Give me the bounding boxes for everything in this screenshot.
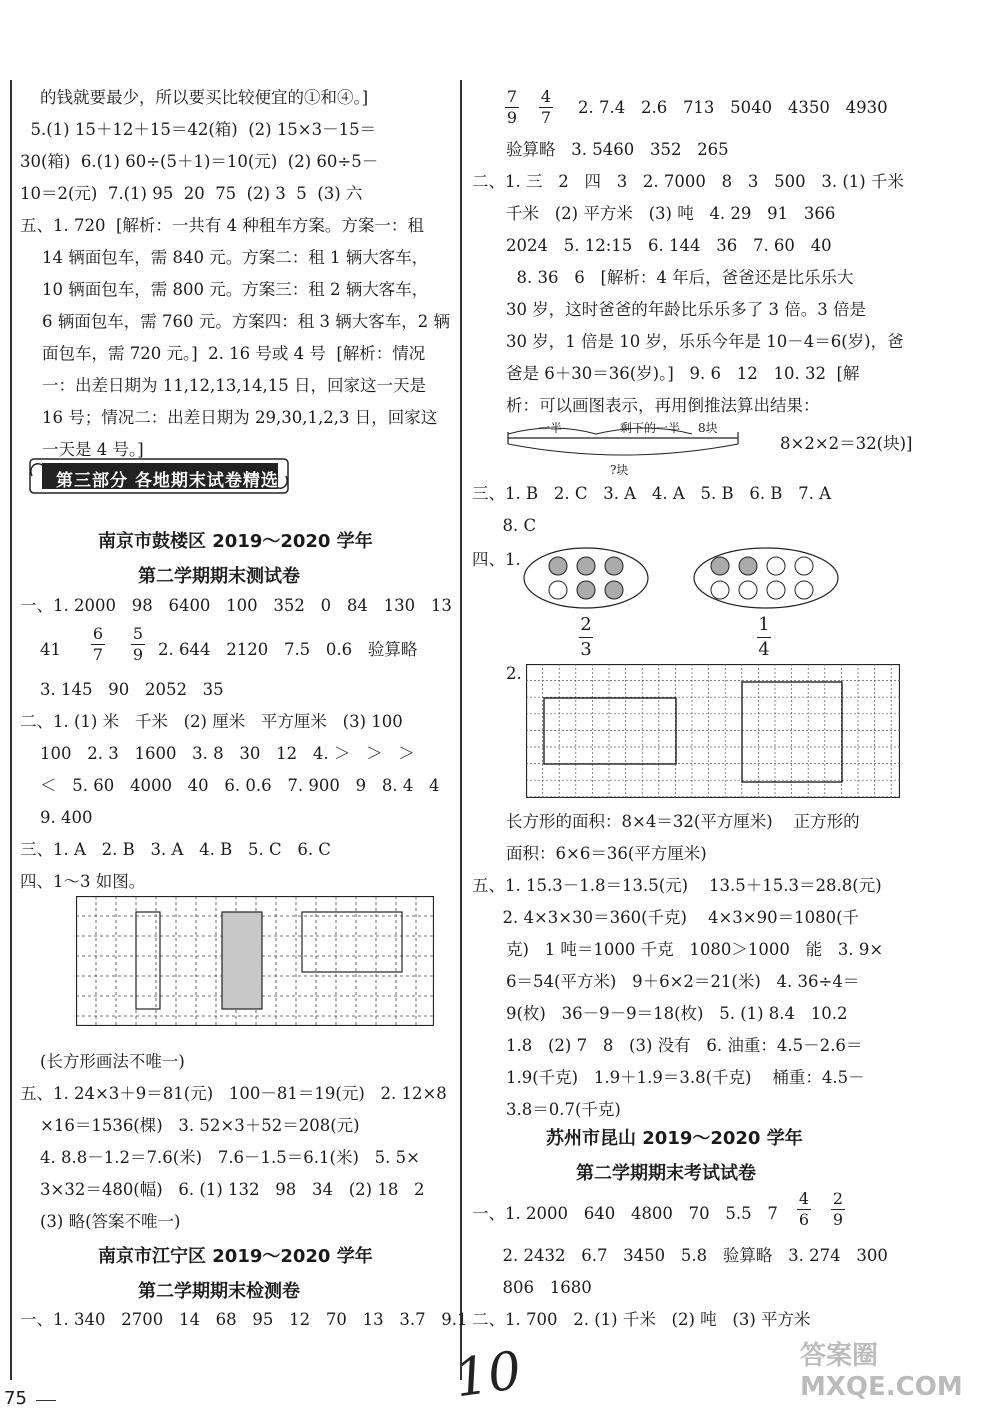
- answer-line: 二、1. 三 2 四 3 2. 7000 8 3 500 3. (1) 千米: [472, 172, 904, 191]
- answer-line: 五、1. 15.3－1.8＝13.5(元) 13.5＋15.3＝28.8(元): [472, 876, 882, 895]
- answer-line: 千米 (2) 平方米 (3) 吨 4. 29 91 366: [506, 204, 836, 223]
- answer-line: 8. C: [492, 516, 537, 535]
- exam-subtitle: 第二学期期末测试卷: [138, 566, 300, 587]
- answer-line: 1.9(千克) 1.9＋1.9＝3.8(千克) 桶重：4.5－: [506, 1068, 865, 1087]
- answer-line: 验算略 3. 5460 352 265: [506, 140, 729, 159]
- exam-subtitle: 第二学期期末检测卷: [138, 1281, 300, 1302]
- fraction: [828, 1190, 848, 1229]
- column-divider: [460, 80, 462, 1380]
- diagram-label: 8块: [698, 421, 718, 435]
- fraction: [794, 1190, 814, 1229]
- answer-line: 4. 8.8－1.2＝7.6(米) 7.6－1.5＝6.1(米) 5. 5×: [40, 1148, 420, 1167]
- answer-line: 二、1. 700 2. (1) 千米 (2) 吨 (3) 平方米: [472, 1310, 811, 1329]
- banner-title: 第三部分 各地期末试卷精选: [56, 471, 279, 491]
- diagram-result: 8×2×2＝32(块)]: [780, 434, 913, 453]
- diagram-label: ?块: [610, 463, 629, 477]
- grid-figure-right: [526, 664, 900, 798]
- answer-line: 5.(1) 15＋12＋15＝42(箱) (2) 15×3－15＝: [20, 120, 377, 139]
- fraction-denominator: 7: [92, 645, 104, 664]
- answer-line: 二、1. (1) 米 千米 (2) 厘米 平方厘米 (3) 100: [20, 712, 403, 731]
- answer-line: 2024 5. 12:15 6. 144 36 7. 60 40: [506, 236, 832, 255]
- oval-circles-1: [522, 546, 652, 612]
- answer-line: 3×32＝480(幅) 6. (1) 132 98 34 (2) 18 2: [40, 1180, 425, 1199]
- answer-line: 9. 400: [40, 808, 93, 827]
- answer-line: 五、1. 24×3＋9＝81(元) 100－81＝19(元) 2. 12×8: [20, 1084, 447, 1103]
- answer-line: 2. 2432 6.7 3450 5.8 验算略 3. 274 300: [492, 1246, 888, 1265]
- fraction-numerator: 7: [506, 87, 518, 106]
- fraction-denominator: 4: [758, 639, 770, 660]
- fraction: [502, 88, 522, 127]
- fraction-numerator: 6: [92, 624, 104, 643]
- answer-line: 30 岁，这时爸爸的年龄比乐乐多了 3 倍。3 倍是: [506, 300, 866, 319]
- answer-line: 面包车，需 720 元。] 2. 16 号或 4 号 [解析：情况: [42, 344, 426, 363]
- answer-line: 2. 7.4 2.6 713 5040 4350 4930: [578, 98, 888, 117]
- oval-circles-2: [692, 546, 842, 612]
- answer-line: 的钱就要最少，所以要买比较便宜的①和④。]: [40, 88, 369, 107]
- answer-line: ＜ 5. 60 4000 40 6. 0.6 7. 900 9 8. 4 4: [40, 776, 440, 795]
- answer-line: 10＝2(元) 7.(1) 95 20 75 (2) 3 5 (3) 六: [20, 184, 363, 203]
- fraction: [536, 88, 556, 127]
- answer-line: 面积：6×6＝36(平方厘米): [506, 844, 707, 863]
- answer-line: 一、1. 340 2700 14 68 95 12 70 13 3.7 9.1: [20, 1310, 468, 1329]
- answer-line: 100 2. 3 1600 3. 8 30 12 4. ＞ ＞ ＞: [40, 744, 415, 763]
- answer-line: 10 辆面包车，需 800 元。方案三：租 2 辆大客车，: [42, 280, 429, 299]
- answer-line: 2. 4×3×30＝360(千克) 4×3×90＝1080(千: [492, 908, 860, 927]
- page-number: 75: [4, 1388, 27, 1409]
- answer-line: 16 号；情况二：出差日期为 29,30,1,2,3 日，回家这: [42, 408, 438, 427]
- answer-line: 6＝54(平方米) 9＋6×2＝21(米) 4. 36÷4＝: [506, 972, 860, 991]
- answer-line: 30(箱) 6.(1) 60÷(5＋1)＝10(元) (2) 60÷5－: [20, 152, 379, 171]
- answer-line: 四、1～3 如图。: [20, 872, 146, 891]
- answer-line: 1.8 (2) 7 8 (3) 没有 6. 油重：4.5－2.6＝: [506, 1036, 863, 1055]
- fraction-denominator: 3: [580, 639, 592, 660]
- fraction-numerator: 4: [798, 1189, 810, 1208]
- exam-title: 南京市江宁区 2019～2020 学年: [98, 1246, 373, 1267]
- answer-line: 30 岁，1 倍是 10 岁，乐乐今年是 10－4＝6(岁)，爸: [506, 332, 904, 351]
- answer-line: 一、1. 2000 98 6400 100 352 0 84 130 13: [20, 596, 452, 615]
- grid-note: (长方形画法不唯一): [40, 1052, 185, 1071]
- fraction-denominator: 6: [798, 1210, 810, 1229]
- fraction-numerator: 1: [758, 614, 770, 635]
- question-label: 四、1.: [472, 550, 521, 569]
- answer-line: 一：出差日期为 11,12,13,14,15 日，回家这一天是: [42, 376, 426, 395]
- diagram-label: 剩下的一半: [620, 421, 681, 435]
- answer-line: 三、1. B 2. C 3. A 4. A 5. B 6. B 7. A: [472, 484, 832, 503]
- fraction: [576, 614, 596, 661]
- handwritten-number: 10: [451, 1340, 526, 1410]
- answer-line: 克) 1 吨＝1000 千克 1080＞1000 能 3. 9×: [506, 940, 884, 959]
- fraction-denominator: 7: [540, 108, 552, 127]
- answer-line: 3. 145 90 2052 35: [40, 680, 224, 699]
- answer-line: 2. 644 2120 7.5 0.6 验算略: [158, 640, 418, 659]
- fraction-numerator: 2: [580, 614, 592, 635]
- answer-line: 8. 36 6 [解析：4 年后，爸爸还是比乐乐大: [506, 268, 854, 287]
- answer-line: 长方形的面积：8×4＝32(平方厘米) 正方形的: [506, 812, 860, 831]
- answer-line: 五、1. 720 [解析：一共有 4 种租车方案。方案一：租: [20, 216, 424, 235]
- answer-line: 6 辆面包车，需 760 元。方案四：租 3 辆大客车，2 辆: [42, 312, 450, 331]
- section-banner: [28, 455, 290, 497]
- answer-line: 806 1680: [492, 1278, 592, 1297]
- fraction-denominator: 9: [132, 645, 144, 664]
- fraction-numerator: 2: [832, 1189, 844, 1208]
- fraction: [88, 625, 108, 664]
- grid-figure-left: [76, 896, 434, 1026]
- diagram-label: 一半: [538, 421, 563, 435]
- exam-subtitle: 第二学期期末考试试卷: [576, 1163, 756, 1184]
- fraction: [128, 625, 148, 664]
- answer-line: ×16＝1536(棵) 3. 52×3＋52＝208(元): [40, 1116, 360, 1135]
- answer-line: 9(枚) 36－9－9＝18(枚) 5. (1) 8.4 10.2: [506, 1004, 848, 1023]
- answer-line: (3) 略(答案不唯一): [40, 1212, 181, 1231]
- watermark: 答案圈 MXQE.COM: [800, 1341, 963, 1402]
- exam-title: 南京市鼓楼区 2019～2020 学年: [98, 531, 373, 552]
- fraction-denominator: 9: [832, 1210, 844, 1229]
- exam-title: 苏州市昆山 2019～2020 学年: [546, 1128, 803, 1149]
- answer-line: 爸是 6＋30＝36(岁)。] 9. 6 12 10. 32 [解: [506, 364, 860, 383]
- answer-line: 一、1. 2000 640 4800 70 5.5 7: [472, 1204, 778, 1223]
- fraction-numerator: 5: [132, 624, 144, 643]
- answer-line: 41: [40, 640, 61, 659]
- fraction: [754, 614, 774, 661]
- fraction-denominator: 9: [506, 108, 518, 127]
- question-label: 2.: [506, 664, 522, 683]
- answer-line: 14 辆面包车，需 840 元。方案二：租 1 辆大客车，: [42, 248, 429, 267]
- footer-rule: [36, 1400, 56, 1401]
- answer-line: 3.8＝0.7(千克): [506, 1100, 621, 1119]
- fraction-numerator: 4: [540, 87, 552, 106]
- shaded-rectangle: [222, 912, 262, 1009]
- left-margin-rule: [10, 80, 12, 1380]
- answer-line: 三、1. A 2. B 3. A 4. B 5. C 6. C: [20, 840, 331, 859]
- answer-line: 一天是 4 号。]: [42, 440, 144, 459]
- answer-line: 析：可以画图表示，再用倒推法算出结果：: [506, 396, 820, 415]
